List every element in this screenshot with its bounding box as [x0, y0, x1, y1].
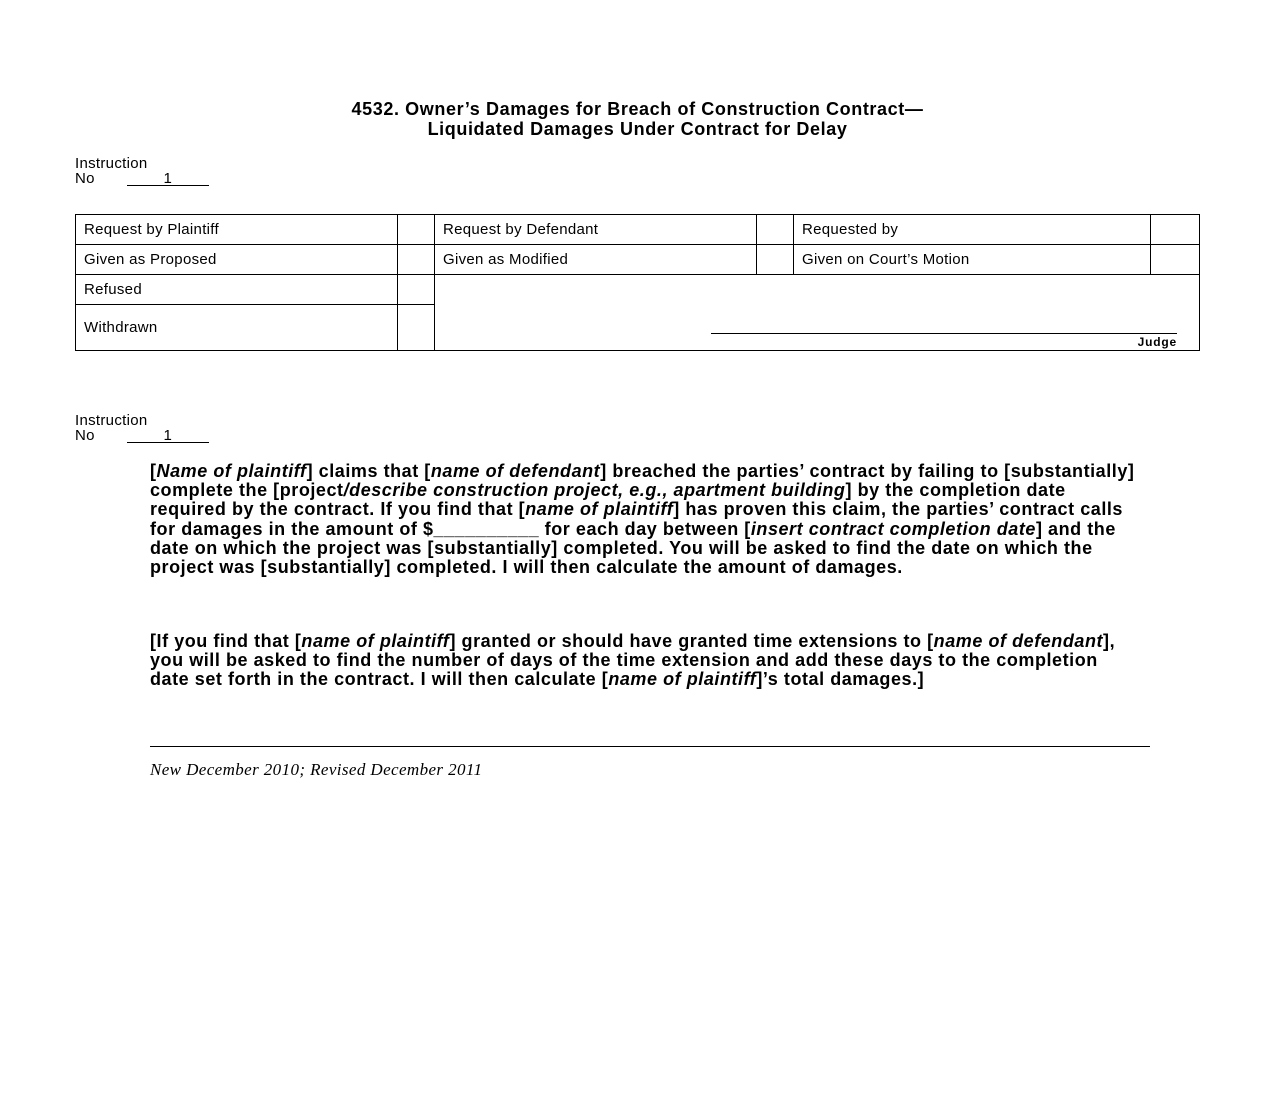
instruction-title [0, 99, 1275, 139]
given-as-modified-box [757, 245, 794, 275]
given-as-modified-label: Given as Modified [435, 245, 757, 275]
instruction-label: Instruction [75, 412, 148, 429]
title-line-1: 4532. Owner’s Damages for Breach of Construction Contract— [351, 99, 924, 119]
request-by-defendant-box [757, 215, 794, 245]
judge-signature-area [435, 275, 1200, 351]
given-as-proposed-label: Given as Proposed [76, 245, 398, 275]
instruction-paragraph-2: [If you find that [name of plaintiff] granted or should have granted time extensions to [name of defendant], you will be asked to find the number of days of the time extension and add these days to the completion date set forth in the contract. I will then calculate [name of plaintiff]’s total damages.] [150, 631, 1116, 690]
instruction-no-label: No [75, 427, 95, 444]
requested-by-label: Requested by [794, 215, 1151, 245]
given-on-courts-motion-box [1151, 245, 1200, 275]
refused-label: Refused [76, 275, 398, 305]
request-by-defendant-label: Request by Defendant [435, 215, 757, 245]
title-line-2: Liquidated Damages Under Contract for Delay [427, 119, 848, 139]
given-as-proposed-box [398, 245, 435, 275]
instruction-number: 1 [127, 429, 209, 443]
judge-label: Judge [1137, 335, 1177, 349]
footer-divider [150, 746, 1150, 747]
given-on-courts-motion-label: Given on Court’s Motion [794, 245, 1151, 275]
instruction-no-label: No [75, 170, 95, 187]
instruction-number-block-top [75, 156, 209, 186]
request-table [75, 214, 1200, 351]
withdrawn-label: Withdrawn [76, 305, 398, 351]
instruction-number: 1 [127, 172, 209, 186]
requested-by-box [1151, 215, 1200, 245]
refused-box [398, 275, 435, 305]
instruction-number-block-bottom [75, 413, 209, 443]
instruction-label: Instruction [75, 155, 148, 172]
withdrawn-box [398, 305, 435, 351]
instruction-paragraph-1: [Name of plaintiff] claims that [name of defendant] breached the parties’ contract by failing to [substantially] complete the [project/describe construction project, e.g., apartment building] by the completion date required by the contract. If you find that [name of plaintiff] has proven this claim, the parties’ contract calls for damages in the amount of $__________ for each day between [insert contract completion date] and the date on which the project was [substantially] completed. You will be asked to find the date on which the project was [substantially] completed. I will then calculate the amount of damages. [150, 461, 1135, 578]
judge-signature-line [711, 333, 1177, 334]
request-by-plaintiff-label: Request by Plaintiff [76, 215, 398, 245]
request-by-plaintiff-box [398, 215, 435, 245]
revision-history: New December 2010; Revised December 2011 [150, 760, 483, 779]
